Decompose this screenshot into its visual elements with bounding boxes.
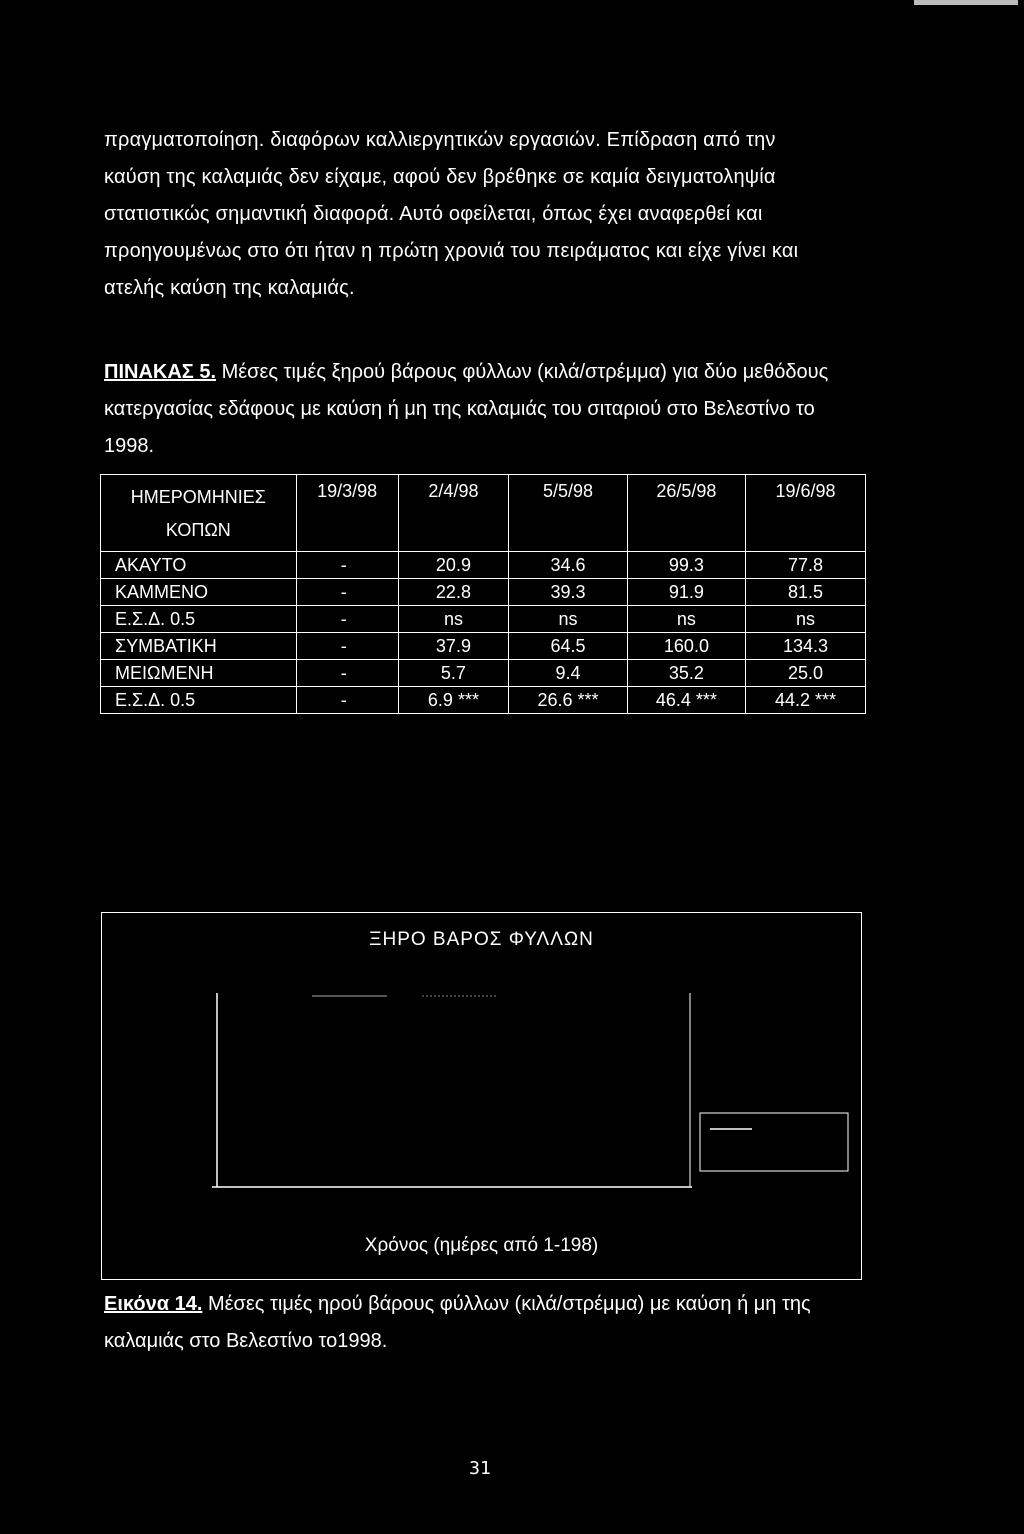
- table-row: [101, 660, 866, 687]
- table-row: [101, 606, 866, 633]
- cell: -: [296, 687, 398, 714]
- cell: 77.8: [746, 552, 866, 579]
- figure-plot-area: [102, 913, 861, 1279]
- cell: 5.7: [398, 660, 509, 687]
- figure-caption-label: Εικόνα 14.: [104, 1293, 203, 1315]
- paragraph-line: προηγουμένως στο ότι ήταν η πρώτη χρονιά του πειράματος και είχε γίνει και: [104, 240, 799, 262]
- cell: 46.4 ***: [627, 687, 745, 714]
- header-date: 19/6/98: [746, 475, 866, 552]
- header-date: 19/3/98: [296, 475, 398, 552]
- cell: 22.8: [398, 579, 509, 606]
- cell: 26.6 ***: [509, 687, 627, 714]
- row-label: Ε.Σ.Δ. 0.5: [101, 606, 297, 633]
- paragraph-line: στατιστικώς σημαντική διαφορά. Αυτό οφείλεται, όπως έχει αναφερθεί και: [104, 203, 763, 225]
- cell: -: [296, 552, 398, 579]
- cell: 6.9 ***: [398, 687, 509, 714]
- legend-box: [700, 1113, 848, 1171]
- cell: 160.0: [627, 633, 745, 660]
- cell: 99.3: [627, 552, 745, 579]
- top-edge-bar: [914, 0, 1018, 5]
- figure-caption-text: Μέσες τιμές ηρού βάρους φύλλων (κιλά/στρέμμα) με καύση ή μη της καλαμιάς στο Βελεστίνο το1998.: [104, 1293, 811, 1352]
- figure-frame: [101, 912, 862, 1280]
- table-row: [101, 579, 866, 606]
- cell: ns: [746, 606, 866, 633]
- table-row: [101, 687, 866, 714]
- header-date: 5/5/98: [509, 475, 627, 552]
- paragraph-line: πραγματοποίηση. διαφόρων καλλιεργητικών εργασιών. Επίδραση από την: [104, 129, 776, 151]
- cell: 39.3: [509, 579, 627, 606]
- table-row: [101, 552, 866, 579]
- cell: -: [296, 633, 398, 660]
- body-paragraph: [104, 122, 864, 307]
- cell: 91.9: [627, 579, 745, 606]
- cell: 81.5: [746, 579, 866, 606]
- cell: -: [296, 606, 398, 633]
- cell: ns: [509, 606, 627, 633]
- paragraph-line: ατελής καύση της καλαμιάς.: [104, 277, 355, 299]
- cell: ns: [627, 606, 745, 633]
- cell: 34.6: [509, 552, 627, 579]
- paragraph-line: καύση της καλαμιάς δεν είχαμε, αφού δεν βρέθηκε σε καμία δειγματοληψία: [104, 166, 776, 188]
- header-line: ΗΜΕΡΟΜΗΝΙΕΣ: [130, 487, 266, 507]
- header-line: ΚΟΠΩΝ: [165, 520, 231, 540]
- cell: 20.9: [398, 552, 509, 579]
- table-caption-text: Μέσες τιμές ξηρού βάρους φύλλων (κιλά/στρέμμα) για δύο μεθόδους κατεργασίας εδάφους με καύση ή μη της καλαμιάς του σιταριού στο Βελεστίνο το 1998.: [104, 361, 829, 457]
- row-label: ΜΕΙΩΜΕΝΗ: [101, 660, 297, 687]
- cell: 37.9: [398, 633, 509, 660]
- row-label: Ε.Σ.Δ. 0.5: [101, 687, 297, 714]
- row-label: ΑΚΑΥΤΟ: [101, 552, 297, 579]
- data-table: [100, 474, 866, 714]
- cell: -: [296, 660, 398, 687]
- header-date: 2/4/98: [398, 475, 509, 552]
- header-dates: [101, 475, 297, 552]
- table-row: [101, 633, 866, 660]
- cell: ns: [398, 606, 509, 633]
- page-number: 31: [469, 1458, 491, 1479]
- figure-title: ΞΗΡΟ ΒΑΡΟΣ ΦΥΛΛΩΝ: [369, 929, 594, 950]
- cell: 64.5: [509, 633, 627, 660]
- row-label: ΣΥΜΒΑΤΙΚΗ: [101, 633, 297, 660]
- header-date: 26/5/98: [627, 475, 745, 552]
- cell: 25.0: [746, 660, 866, 687]
- figure-caption: [104, 1286, 864, 1360]
- table-header-row: [101, 475, 866, 552]
- cell: 44.2 ***: [746, 687, 866, 714]
- cell: 35.2: [627, 660, 745, 687]
- table-caption: [104, 354, 864, 465]
- cell: -: [296, 579, 398, 606]
- table-caption-label: ΠΙΝΑΚΑΣ 5.: [104, 361, 217, 383]
- cell: 134.3: [746, 633, 866, 660]
- figure-x-label: Χρόνος (ημέρες από 1-198): [364, 1235, 599, 1256]
- cell: 9.4: [509, 660, 627, 687]
- row-label: ΚΑΜΜΕΝΟ: [101, 579, 297, 606]
